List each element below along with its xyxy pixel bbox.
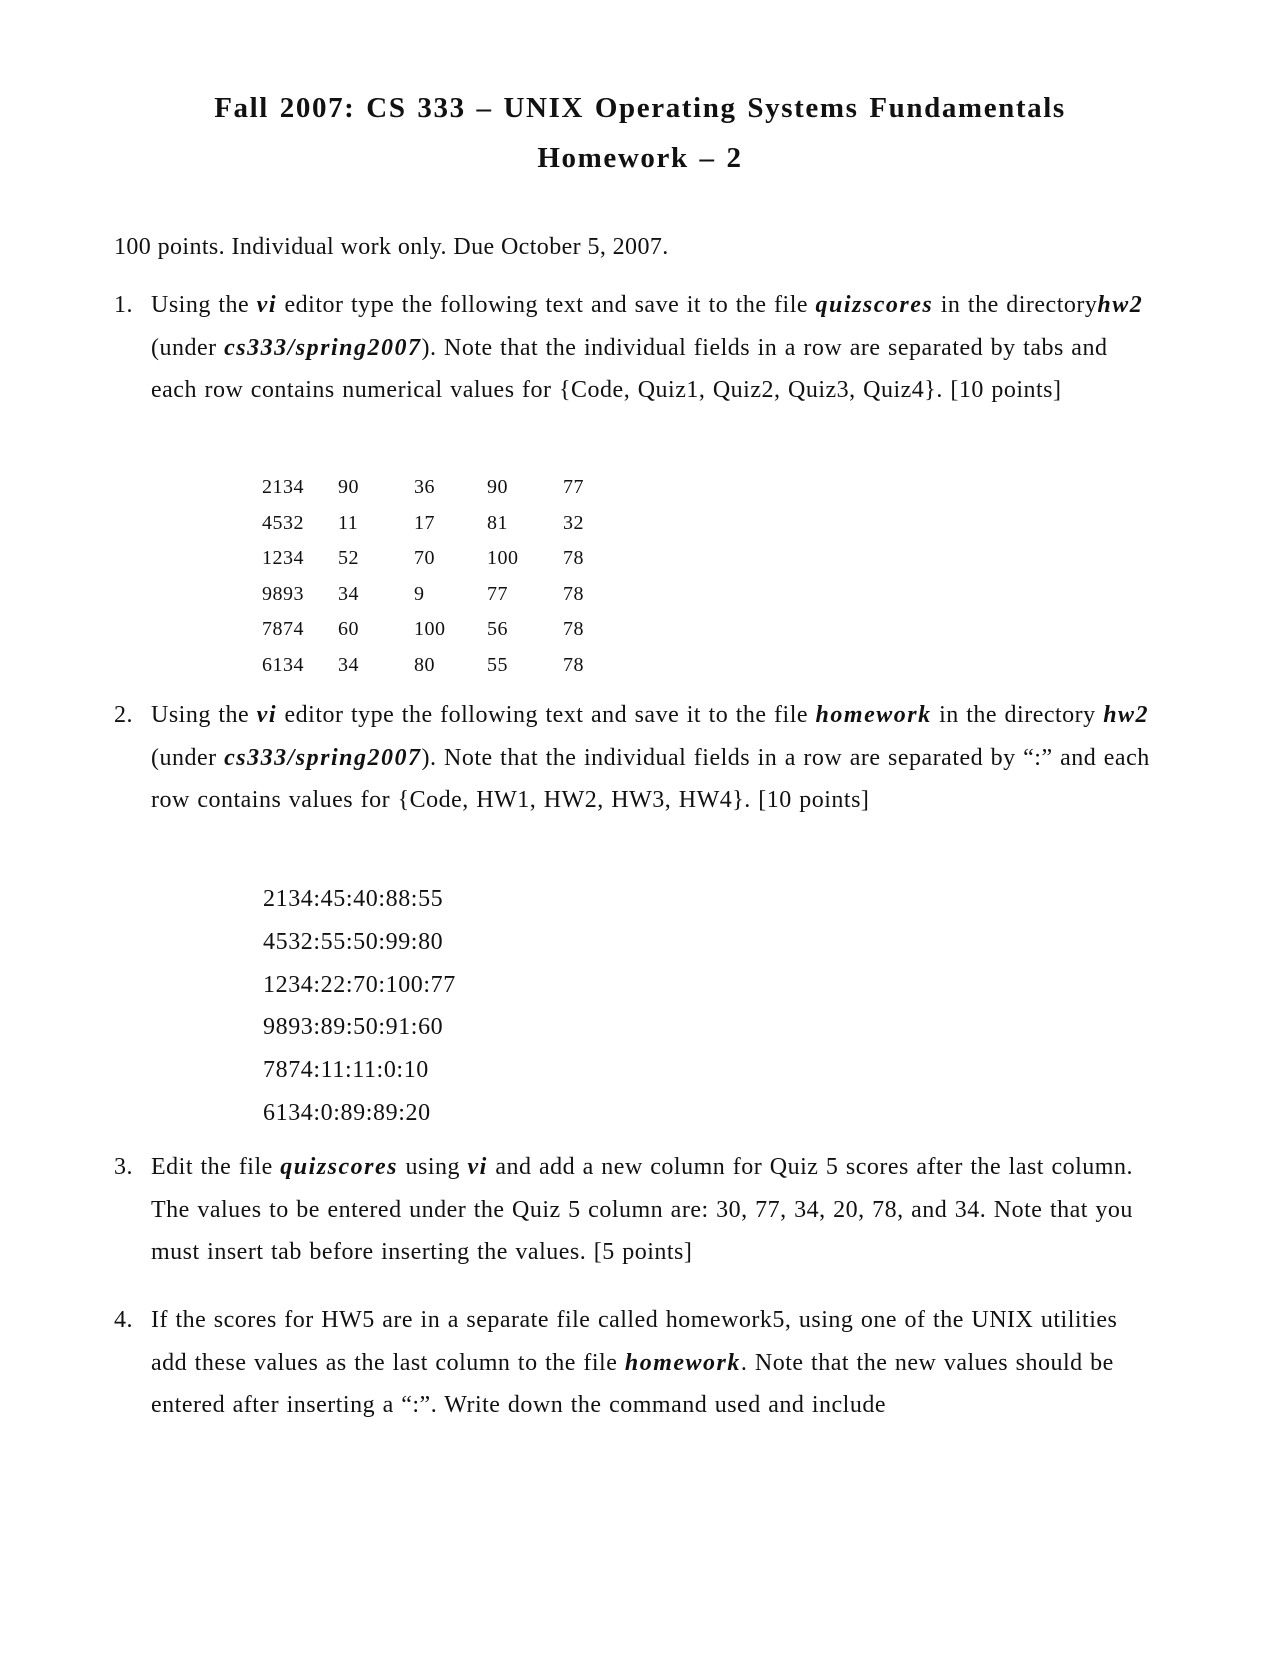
intro-text: 100 points. Individual work only. Due October 5, 2007. bbox=[114, 234, 669, 260]
question-body bbox=[151, 1299, 1154, 1427]
text-run: and add a new column for Quiz 5 scores after the last column. The values to be entered under the Quiz 5 column are: 30, 77, 34, 20, 78, and 34. Note that you must insert tab before inserting the values. [5 points] bbox=[151, 1154, 1133, 1265]
text-run: If the scores for HW5 are in a separate file called homework5, using one of the UNIX utilities add these values as the last column to the file bbox=[151, 1307, 1118, 1376]
table-cell: 7874 bbox=[262, 618, 304, 641]
table-row bbox=[262, 648, 603, 684]
table-cell: 4532 bbox=[262, 511, 304, 534]
table-cell: 78 bbox=[563, 653, 584, 676]
table-cell: 55 bbox=[487, 653, 508, 676]
text-run: Using the bbox=[151, 702, 257, 728]
table-row bbox=[262, 612, 603, 648]
document-subtitle: Homework – 2 bbox=[537, 142, 743, 174]
table-cell: 52 bbox=[338, 547, 359, 570]
homework-file-lines bbox=[263, 878, 456, 1135]
table-cell: 78 bbox=[563, 618, 584, 641]
list-item: 7874:11:11:0:10 bbox=[263, 1057, 429, 1084]
table-cell: 77 bbox=[487, 582, 508, 605]
file-name: homework bbox=[624, 1349, 741, 1376]
text-run: . Note that the new values should be entered after inserting a “:”. Write down the command used and include bbox=[151, 1349, 1114, 1418]
table-cell: 56 bbox=[487, 618, 508, 641]
text-run: editor type the following text and save it to the file bbox=[277, 292, 816, 318]
question-number: 3. bbox=[114, 1154, 133, 1180]
directory-name: hw2 bbox=[1103, 702, 1150, 728]
text-run: (under bbox=[151, 744, 225, 771]
table-cell: 78 bbox=[563, 582, 584, 605]
table-cell: 100 bbox=[487, 547, 519, 570]
text-run: ). Note that the individual fields in a row are separated by tabs and each row contains numerical values for {Code, Quiz1, Quiz2, Quiz3, Quiz4}. [10 points] bbox=[151, 334, 1108, 403]
file-name: quizscores bbox=[280, 1154, 398, 1180]
directory-path: cs333/spring2007 bbox=[224, 744, 422, 771]
table-cell: 1234 bbox=[262, 547, 304, 570]
command-name: vi bbox=[256, 702, 277, 728]
table-cell: 60 bbox=[338, 618, 359, 641]
question-1 bbox=[114, 284, 1154, 412]
table-cell: 6134 bbox=[262, 653, 304, 676]
text-run: Edit the file bbox=[151, 1154, 281, 1180]
table-cell: 70 bbox=[414, 547, 435, 570]
list-item: 9893:89:50:91:60 bbox=[263, 1014, 444, 1041]
question-number: 1. bbox=[114, 292, 133, 318]
text-run: editor type the following text and save it to the file bbox=[277, 702, 816, 728]
question-4 bbox=[114, 1299, 1154, 1427]
table-cell: 2134 bbox=[262, 476, 304, 499]
table-cell: 81 bbox=[487, 511, 508, 534]
question-body bbox=[151, 694, 1154, 822]
command-name: vi bbox=[467, 1154, 488, 1180]
text-run: in the directory bbox=[931, 702, 1104, 728]
text-run: Using the bbox=[151, 292, 257, 318]
directory-name: hw2 bbox=[1097, 292, 1144, 318]
table-cell: 90 bbox=[487, 476, 508, 499]
table-cell: 77 bbox=[563, 476, 584, 499]
list-item: 1234:22:70:100:77 bbox=[263, 971, 456, 998]
table-cell: 90 bbox=[338, 476, 359, 499]
list-item: 4532:55:50:99:80 bbox=[263, 928, 444, 955]
table-cell: 17 bbox=[414, 511, 435, 534]
table-cell: 34 bbox=[338, 582, 359, 605]
table-cell: 32 bbox=[563, 511, 584, 534]
table-row bbox=[262, 506, 603, 542]
question-body bbox=[151, 1146, 1154, 1274]
file-name: quizscores bbox=[815, 292, 934, 318]
table-cell: 78 bbox=[563, 547, 584, 570]
question-number: 4. bbox=[114, 1307, 133, 1333]
quizscores-table bbox=[262, 470, 603, 683]
document-title: Fall 2007: CS 333 – UNIX Operating Systems Fundamentals bbox=[214, 92, 1066, 124]
list-item: 6134:0:89:89:20 bbox=[263, 1099, 431, 1126]
command-name: vi bbox=[256, 292, 277, 318]
table-cell: 34 bbox=[338, 653, 359, 676]
text-run: ). Note that the individual fields in a row are separated by “:” and each row contains values for {Code, HW1, HW2, HW3, HW4}. [10 points] bbox=[151, 744, 1150, 813]
question-body bbox=[151, 284, 1154, 412]
table-cell: 80 bbox=[414, 653, 435, 676]
table-cell: 11 bbox=[338, 511, 359, 534]
text-run: (under bbox=[151, 334, 225, 361]
table-cell: 36 bbox=[414, 476, 435, 499]
list-item: 2134:45:40:88:55 bbox=[263, 886, 444, 912]
question-3 bbox=[114, 1146, 1154, 1274]
table-row bbox=[262, 470, 603, 506]
table-cell: 100 bbox=[414, 618, 446, 641]
table-cell: 9 bbox=[414, 582, 425, 605]
file-name: homework bbox=[815, 702, 932, 728]
table-row bbox=[262, 541, 603, 577]
table-row bbox=[262, 577, 603, 613]
question-2 bbox=[114, 694, 1154, 822]
directory-path: cs333/spring2007 bbox=[224, 334, 422, 361]
question-number: 2. bbox=[114, 702, 133, 728]
text-run: in the directory bbox=[933, 292, 1098, 318]
text-run: using bbox=[397, 1154, 468, 1180]
table-cell: 9893 bbox=[262, 582, 304, 605]
